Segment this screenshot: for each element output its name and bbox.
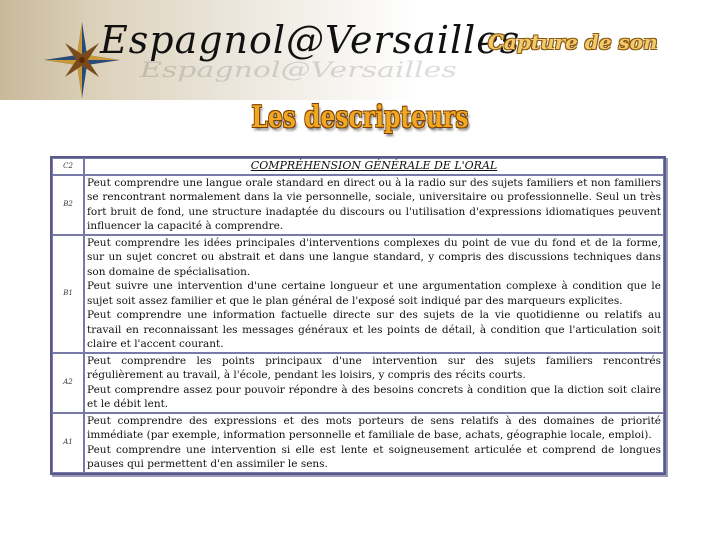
descriptor-text: Peut comprendre une intervention si elle est lente et soigneusement articulée et comprend de longues pauses qui permettent d'en assimiler le sens. — [87, 443, 661, 470]
table-row — [52, 413, 664, 473]
level-label: B2 — [52, 175, 84, 235]
site-title: Espagnol@Versailles — [100, 18, 521, 62]
table-row — [52, 235, 664, 353]
capture-de-son-link[interactable]: Capture de son — [488, 30, 658, 54]
descriptor-cell — [84, 353, 664, 413]
level-label-header: C2 — [52, 158, 84, 175]
descriptor-text: Peut comprendre une information factuelle directe sur des sujets de la vie quotidienne ou relatifs au travail en reconnaissant les messages généraux et les points de détail, à condition que l'articulation soit claire et l'accent courant. — [87, 309, 661, 350]
table-row — [52, 175, 664, 235]
descriptor-text: Peut suivre une intervention d'une certaine longueur et une argumentation complexe à condition que le sujet soit assez familier et que le plan général de l'exposé soit indiqué par des marqueurs explicites. — [87, 280, 661, 307]
descriptors-table — [50, 156, 666, 475]
site-title-reflection: Espagnol@Versailles — [140, 58, 457, 83]
descriptor-text: Peut comprendre assez pour pouvoir répondre à des besoins concrets à condition que la diction soit claire et le débit lent. — [87, 383, 661, 410]
level-label: A1 — [52, 413, 84, 473]
descriptor-text: Peut comprendre des expressions et des mots porteurs de sens relatifs à des domaines de priorité immédiate (par exemple, information personnelle et familiale de base, achats, géographie locale, emploi). — [87, 414, 661, 441]
level-label: B1 — [52, 235, 84, 353]
level-label: A2 — [52, 353, 84, 413]
descriptor-cell — [84, 413, 664, 473]
table-row — [52, 353, 664, 413]
descriptor-text: Peut comprendre les points principaux d'une intervention sur des sujets familiers rencontrés régulièrement au travail, à l'école, pendant les loisirs, y compris des récits courts. — [87, 354, 661, 381]
table-header-title: COMPRÉHENSION GÉNÉRALE DE L'ORAL — [84, 158, 664, 175]
descriptor-cell — [84, 175, 664, 235]
descriptor-text: Peut comprendre une langue orale standard en direct ou à la radio sur des sujets familiers et non familiers se rencontrant normalement dans la vie personnelle, sociale, universitaire ou professionnelle. Seul un très fort bruit de fond, une structure inadaptée du discours ou l'utilisation d'expressions idiomatiques peuvent influencer la capacité à comprendre. — [87, 176, 661, 232]
descriptor-text: Peut comprendre les idées principales d'interventions complexes du point de vue du fond et de la forme, sur un sujet concret ou abstrait et dans une langue standard, y compris des discussions techniques dans son domaine de spécialisation. — [87, 236, 661, 278]
page-title: Les descripteurs — [251, 100, 469, 135]
descriptor-cell — [84, 235, 664, 353]
table-header-row — [52, 158, 664, 175]
